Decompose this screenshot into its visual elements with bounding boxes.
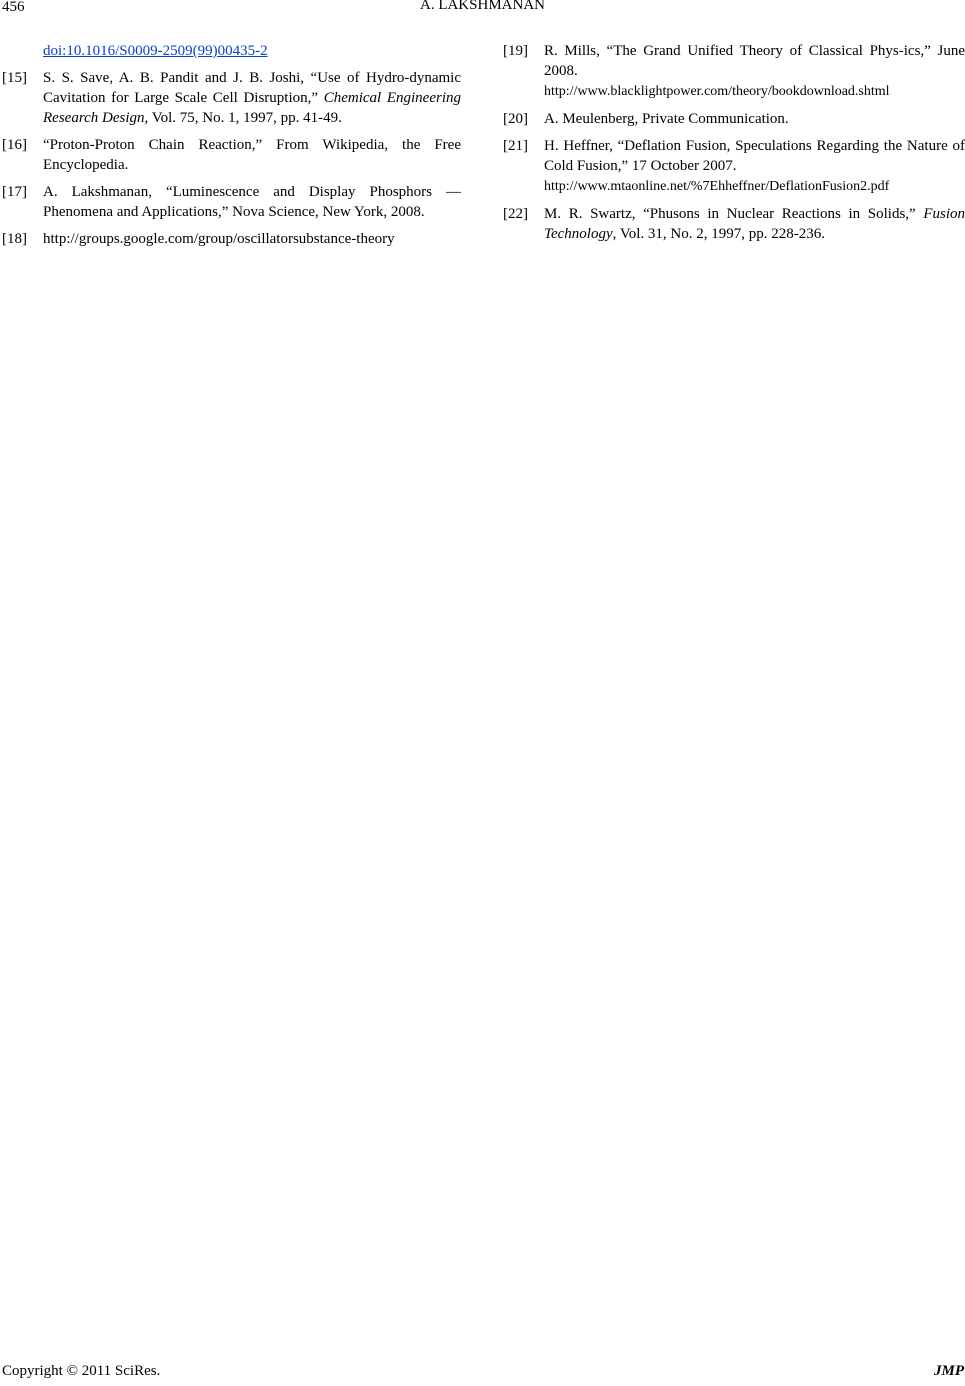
reference-17 xyxy=(2,182,461,222)
doi-link[interactable]: doi:10.1016/S0009-2509(99)00435-2 xyxy=(43,43,268,59)
reference-number: [17] xyxy=(2,184,27,200)
reference-text: M. R. Swartz, “Phusons in Nuclear Reactions in Solids,” Fusion Technology, Vol. 31, No. 2, 1997, pp. 228-236. xyxy=(544,206,965,242)
reference-number: [19] xyxy=(503,43,528,59)
reference-url[interactable]: http://www.mtaonline.net/%7Ehheffner/DeflationFusion2.pdf xyxy=(544,179,890,194)
page-number: 456 xyxy=(2,0,25,15)
reference-22 xyxy=(503,204,965,244)
reference-number: [22] xyxy=(503,206,528,222)
reference-url[interactable]: http://groups.google.com/group/oscillatorsubstance-theory xyxy=(43,231,395,247)
reference-text: H. Heffner, “Deflation Fusion, Speculations Regarding the Nature of Cold Fusion,” 17 October 2007. xyxy=(544,138,965,174)
journal-abbrev: JMP xyxy=(934,1363,964,1379)
reference-number: [18] xyxy=(2,231,27,247)
left-column xyxy=(2,41,461,256)
reference-19 xyxy=(503,41,965,102)
reference-18 xyxy=(2,229,461,249)
right-column xyxy=(503,41,965,251)
reference-number: [16] xyxy=(2,137,27,153)
running-title: A. LAKSHMANAN xyxy=(419,0,545,13)
reference-text: A. Meulenberg, Private Communication. xyxy=(544,111,789,127)
reference-20 xyxy=(503,109,965,129)
reference-number: [15] xyxy=(2,70,27,86)
reference-15 xyxy=(2,68,461,128)
copyright-notice: Copyright © 2011 SciRes. xyxy=(2,1363,161,1379)
reference-text: R. Mills, “The Grand Unified Theory of Classical Phys-ics,” June 2008. xyxy=(544,43,965,79)
reference-number: [20] xyxy=(503,111,528,127)
journal-title: Chemical Engineering Research Design xyxy=(43,90,461,126)
reference-text: “Proton-Proton Chain Reaction,” From Wikipedia, the Free Encyclopedia. xyxy=(43,137,461,173)
reference-url[interactable]: http://www.blacklightpower.com/theory/bookdownload.shtml xyxy=(544,84,890,99)
journal-title: Fusion Technology xyxy=(544,206,965,242)
reference-text: A. Lakshmanan, “Luminescence and Display Phosphors —Phenomena and Applications,” Nova Science, New York, 2008. xyxy=(43,184,461,220)
reference-text: S. S. Save, A. B. Pandit and J. B. Joshi, “Use of Hydro-dynamic Cavitation for Large Scale Cell Disruption,” Chemical Engineering Research Design, Vol. 75, No. 1, 1997, pp. 41-49. xyxy=(43,70,461,126)
reference-21 xyxy=(503,136,965,197)
reference-16 xyxy=(2,135,461,175)
doi-line xyxy=(2,41,461,61)
reference-number: [21] xyxy=(503,138,528,154)
